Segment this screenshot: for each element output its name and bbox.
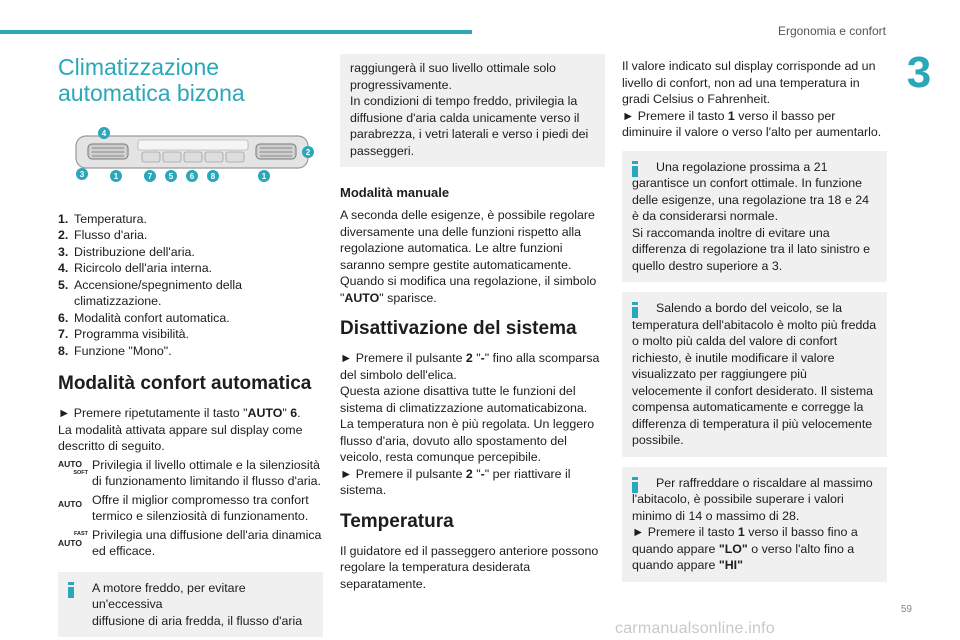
callout-4: 4 [101,129,107,138]
mode-soft: AUTO SOFT Privilegia il livello ottimale e la silenziosità di funzionamento limitando il flusso d'aria. [58,457,321,488]
info-icon [632,302,638,318]
column-3: Il valore indicato sul display corrisponde ad un livello di confort, non ad una temperatura in gradi Celsius o Fahrenheit. ► Premere il tasto 1 verso il basso per diminuire il valore o verso l'alto per aumentarlo. Una regolazione prossima a 21 garantisce un confort ottimale. In funzione delle esigenze, una regolazione tra 18 e 24 è da considerarsi normale. Si raccomanda inoltre di evitare una differenza di regolazione tra il lato sinistro e quello destro superiore a 3. Salendo a bordo del veicolo, se la temperatura dell'abitacolo è molto più fredda o molto più calda del valore di confort richiesto, è inutile modificare il valore visualizzato per raggiungere più velocemente il confort desiderato. Il sistema compensa automaticamente e corregge la differenza di temperatura il più velocemente possibile. Per raffreddare o riscaldare al massimo l'abitacolo, è possibile superare i valori minimo di 14 o massimo di 28. ► Premere il tasto 1 verso il basso fino a quando appare "LO" o verso l'alto fino a quando appare "HI" [622,54,887,582]
list-item: 4. Ricircolo dell'aria interna. [58,261,213,275]
callout-7: 7 [147,172,153,181]
column-1 [58,54,323,637]
callout-2: 2 [305,148,311,157]
heading-confort: Modalità confort automatica [58,373,312,394]
auto-soft-icon: AUTO SOFT [58,458,88,476]
page-number: 59 [900,604,912,615]
instruction-auto: ► Premere ripetutamente il tasto "AUTO" 6. [58,406,301,420]
callout-8: 8 [210,172,216,181]
note-setting: Una regolazione prossima a 21 garantisce un confort ottimale. In funzione delle esigenze, una regolazione tra 18 e 24 è da considerarsi normale. Si raccomanda inoltre di evitare una differenza di regolazione tra il lato sinistro e quello destro superiore a 3. [622,151,887,283]
list-item: 5. Accensione/spegnimento della climatizzazione. [58,277,243,308]
note-boarding: Salendo a bordo del veicolo, se la temperatura dell'abitacolo è molto più fredda o molto più calda del valore di confort richiesto, è inutile modificare il valore visualizzato per raggiungere più velocemente il confort desiderato. Il sistema compensa automaticamente e corregge la differenza di temperatura il più velocemente possibile. [622,292,887,457]
mode-normal: AUTO Offre il miglior compromesso tra confort termico e silenziosità di funzionamento. [58,492,309,523]
mode-description: La modalità attivata appare sul display come descritto di seguito. [58,422,303,453]
note-cold-engine-cont: raggiungerà il suo livello ottimale solo progressivamente. In condizioni di tempo freddo, privilegia la diffusione d'aria calda unicamente verso il parabrezza, i vetri laterali e verso i piedi dei passeggeri. [340,54,605,167]
callout-1-left: 1 [113,172,119,181]
callout-1-right: 1 [261,172,267,181]
header-accent-bar [0,30,472,34]
heading-manual: Modalità manuale [340,185,450,200]
callout-6: 6 [189,172,195,181]
heading-temperature: Temperatura [340,510,454,532]
callout-3: 3 [79,170,85,179]
list-item: 8. Funzione "Mono". [58,343,172,358]
list-item: 7. Programma visibilità. [58,327,189,341]
list-item: 3. Distribuzione dell'aria. [58,244,195,259]
column-2: raggiungerà il suo livello ottimale solo progressivamente. In condizioni di tempo freddo, privilegia la diffusione d'aria calda unicamente verso il parabrezza, i vetri laterali e verso i piedi dei passeggeri. Modalità manuale A seconda delle esigenze, è possibile regolare diversamente una delle funzioni rispetto alla regolazione automatica. Le altre funzioni saranno sempre gestite automaticamente. Quando si modifica una regolazione, il simbolo "AUTO" sparisce. Disattivazione del sistema ► Premere il pulsante 2 "-" fino alla scomparsa del simbolo dell'elica. Questa azione disattiva tutte le funzioni del sistema di climatizzazione automaticabizona. La temperatura non è più regolata. Un leggero flusso d'aria, dovuto allo spostamento del veicolo, resta comunque percepibile. ► Premere il pulsante 2 "-" per riattivare il sistema. Temperatura Il guidatore ed il passeggero anteriore possono regolare la temperatura desiderata separatamente. [340,54,605,592]
chapter-title: Ergonomia e confort [777,24,886,38]
auto-icon: AUTO [58,498,82,509]
note-max-cooling: Per raffreddare o riscaldare al massimo l'abitacolo, è possibile superare i valori minimo di 14 o massimo di 28. ► Premere il tasto 1 verso il basso fino a quando appare "LO" o verso l'alto fino a quando appare "HI" [622,467,887,582]
section-title: Climatizzazione automatica bizona [58,54,245,106]
chapter-number: 3 [906,48,932,97]
info-icon [68,582,74,598]
info-icon [632,477,638,493]
heading-deactivation: Disattivazione del sistema [340,318,577,339]
info-icon [632,161,638,177]
mode-fast: FAST AUTO Privilegia una diffusione dell'aria dinamica ed efficace. [58,527,322,558]
list-item: 1. Temperatura. [58,211,147,226]
note-cold-engine: A motore freddo, per evitare un'eccessiva diffusione di aria fredda, il flusso d'aria [58,572,323,638]
auto-fast-icon: FAST AUTO [58,530,88,548]
legend-list [58,211,323,360]
list-item: 2. Flusso d'aria. [58,228,148,242]
control-panel-figure [68,124,316,184]
list-item: 6. Modalità confort automatica. [58,310,230,325]
callout-5: 5 [168,172,174,181]
watermark: carmanualsonline.info [615,620,775,637]
